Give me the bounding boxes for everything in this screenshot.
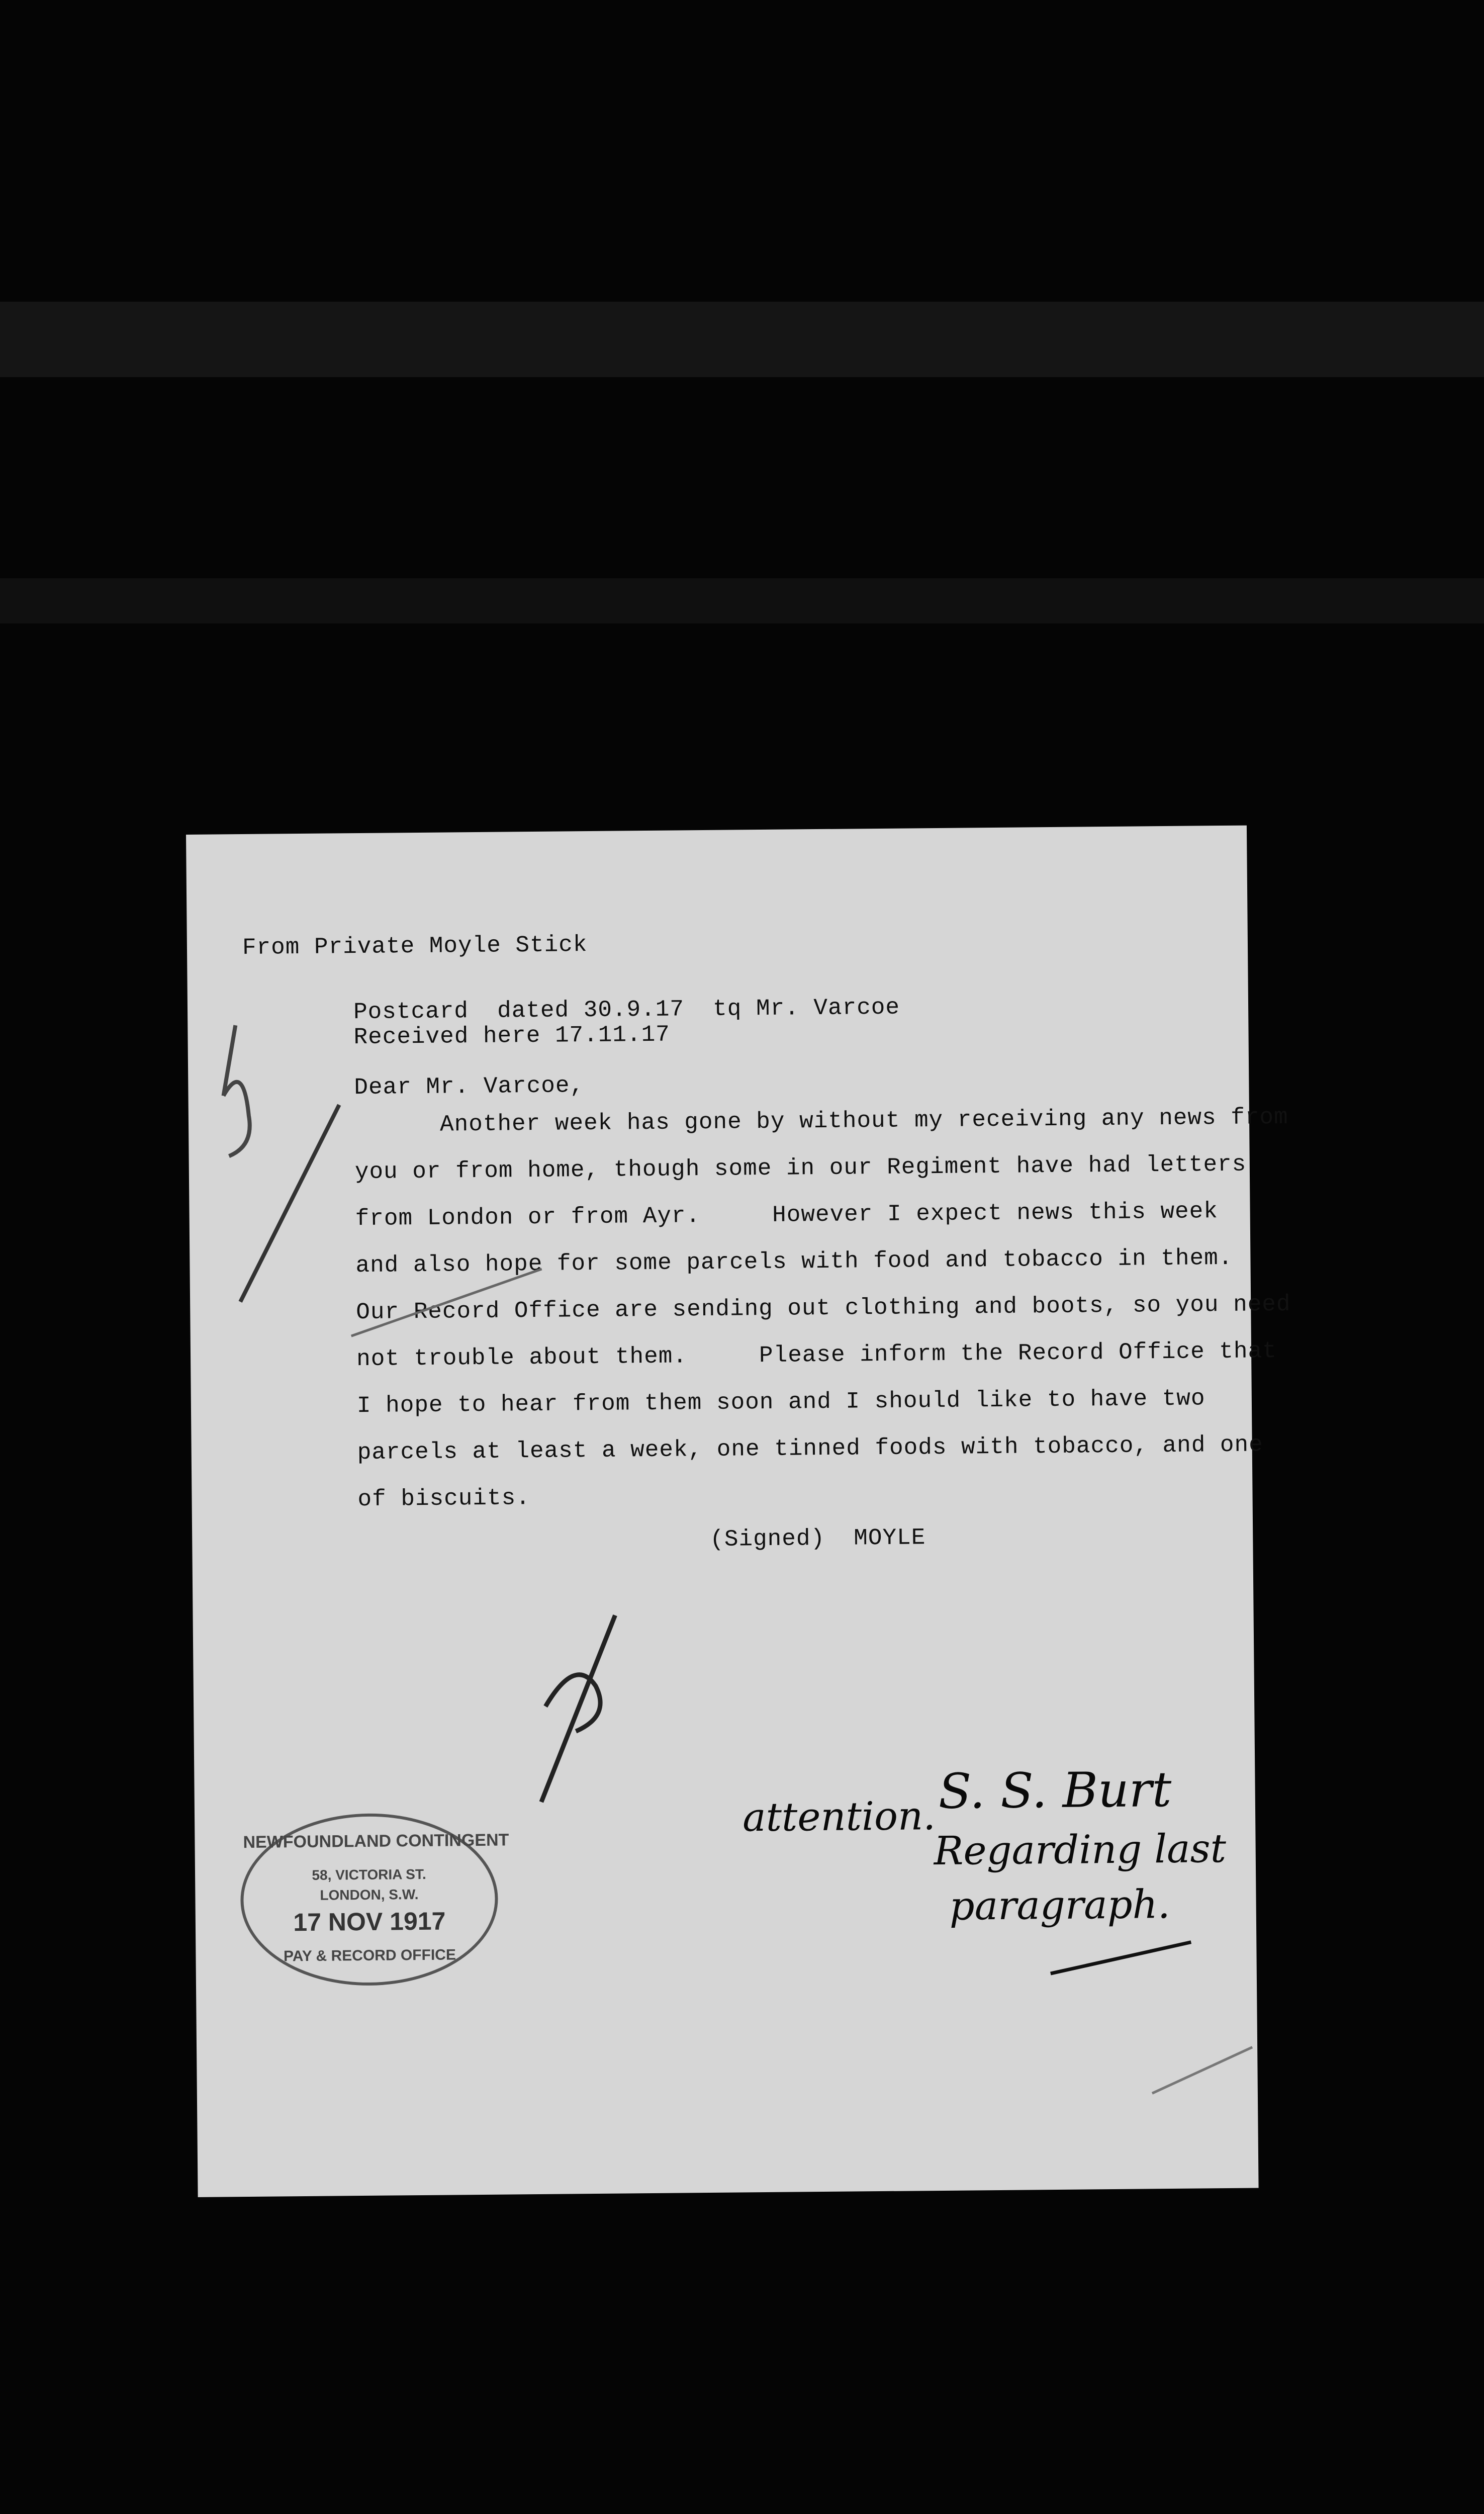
stamp-address: LONDON, S.W. [320,1887,419,1903]
handwritten-paragraph: paragraph. [949,1882,1170,1929]
signature-line: (Signed) MOYLE [710,1524,926,1553]
from-line: From Private Moyle Stick [242,932,588,961]
initials-mark [540,1615,617,1802]
pencil-stroke [351,1269,542,1336]
handwritten-name: S. S. Burt [938,1761,1172,1820]
body-line: I hope to hear from them soon and I should like to have two [356,1385,1205,1419]
letter-page [186,826,1291,2197]
handwritten-regarding: Regarding last [934,1826,1227,1874]
postcard-line: Postcard dated 30.9.17 tq Mr. Varcoe [353,994,900,1026]
body-line: and also hope for some parcels with food and tobacco in them. [355,1244,1233,1279]
stamp-address: 58, VICTORIA ST. [312,1866,426,1883]
received-line: Received here 17.11.17 [353,1021,671,1051]
scan-band [0,302,1484,377]
pencil-marks [186,826,1259,2197]
stamp-arc-bottom: PAY & RECORD OFFICE [283,1946,456,1965]
pencil-stroke [239,1105,341,1302]
stamp-date: 17 NOV 1917 [293,1907,446,1937]
salutation: Dear Mr. Varcoe, [354,1072,585,1101]
body-line: parcels at least a week, one tinned foods with tobacco, and one [357,1431,1263,1466]
stamp-arc-top: NEWFOUNDLAND CONTINGENT [243,1830,509,1852]
body-line: Our Record Office are sending out clothing and boots, so you need [356,1291,1291,1326]
body-line: Another week has gone by without my receiving any news from [439,1104,1288,1138]
pencil-stroke [1152,2047,1253,2094]
body-line: of biscuits. [357,1485,531,1513]
record-office-stamp [240,1813,509,1987]
body-line: from London or from Ayr. However I expect news this week [355,1198,1219,1232]
initials-mark [223,1025,250,1156]
underline-stroke [1050,1942,1191,1973]
body-line: you or from home, though some in our Regiment have had letters [354,1151,1247,1186]
body-line: not trouble about them. Please inform the Record Office that [356,1338,1277,1373]
scan-band [0,578,1484,623]
handwritten-attention: attention. [742,1793,936,1841]
